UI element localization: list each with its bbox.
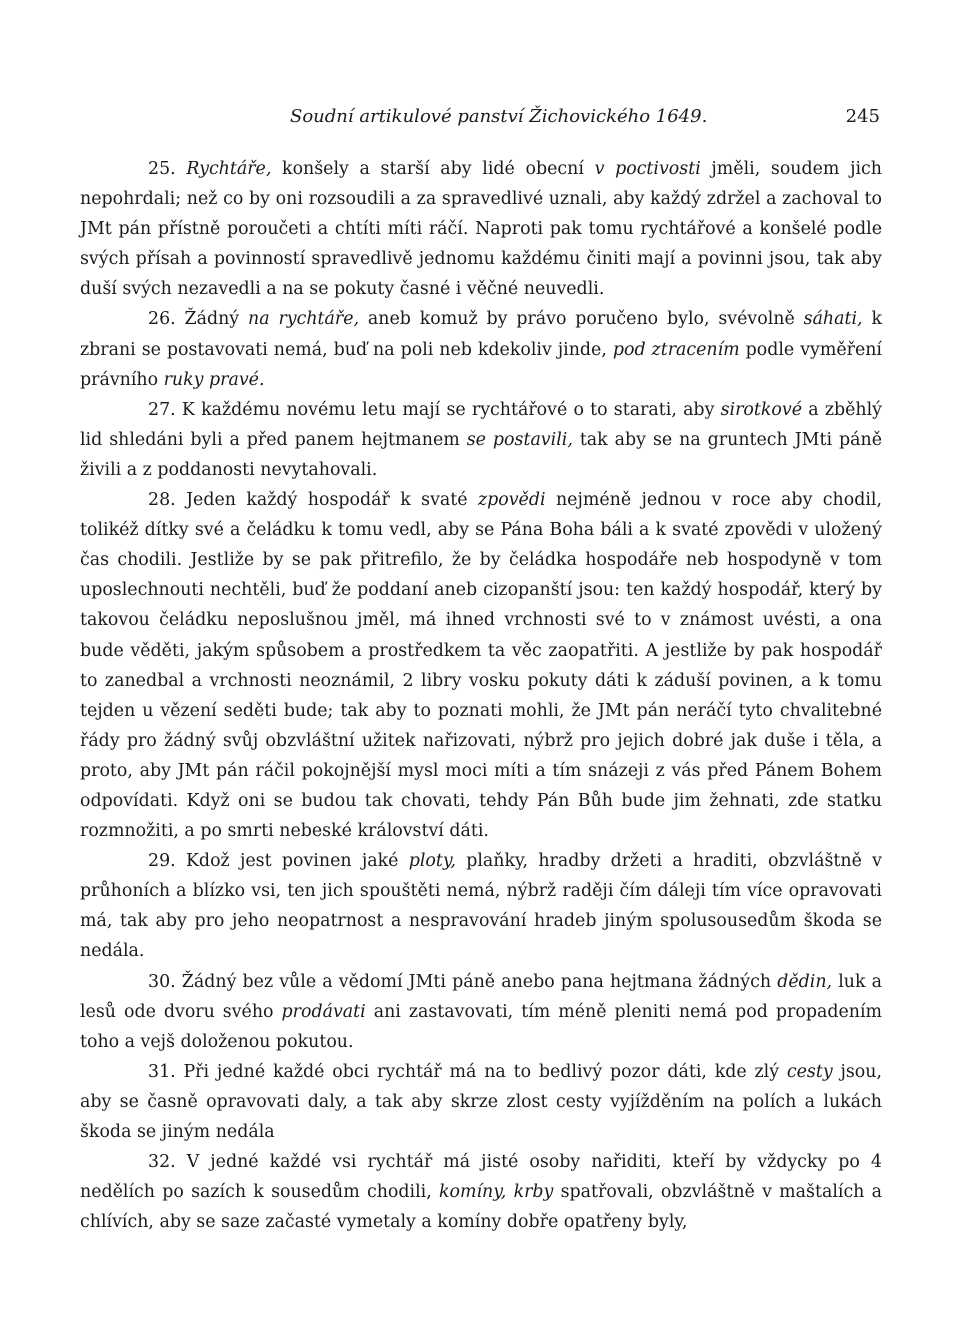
text-run: 28. Jeden každý hospodář k svaté [148,490,478,511]
article-paragraph [80,967,882,1057]
page-number: 245 [845,106,880,127]
text-run: podle vyměření právního [80,339,882,390]
text-run [506,1182,513,1202]
emphasized-text: zpovědi [477,490,546,511]
text-run: 26. Žádný [148,309,249,330]
text-run: a zběhlý lid shledáni byli a před panem hejtmanem [80,399,882,450]
emphasized-text: prodávati [281,1001,366,1022]
emphasized-text: krby [513,1182,554,1203]
emphasized-text: komíny, [438,1182,507,1203]
text-run: 25. [148,159,187,179]
article-paragraph [80,1057,882,1147]
text-run: plaňky, hradby držeti a hraditi, obzvláštně v průhoních a blízko vsi, ten jich spouštěti nemá, nýbrž raději čím dáleji tím více opravovati má, tak aby pro jeho neopatrnost a nespravování hradeb jiným spolusousedům škoda se nedála. [80,851,882,962]
emphasized-text: dědin, [777,971,833,992]
text-run: ani zastavovati, tím méně pleniti nemá pod propadením toho a vejš doloženou pokutou. [80,1001,882,1052]
text-run: nejméně jednou v roce aby chodil, tolikéž dítky své a čeládku k tomu vedl, aby se Pána Boha báli a k svaté zpovědi v uložený čas chodili. Jestliže by se pak přitrefilo, že by čeládka hospodáře neb hospodyně v tom uposlechnouti nechtěli, buď že poddaní aneb cizopanští jsou: ten každý hospodář, který by takovou čeládku neposlušnou jměl, má ihned vrchnosti své to v známost uvésti, a ona bude věděti, jakým spůsobem a prostředkem ta věc zaopatřiti. A jestliže by pak hospodář to zanedbal a vrchnosti neoznámil, 2 libry vosku pokuty dáti k záduší povinen, a k tomu tejden u vězení seděti bude; tak aby to poznati mohli, že JMt pán neráčí tyto chvalitebné řády pro žádný svůj obzvláštní užitek nařizovati, nýbrž pro jejich dobré jak duše i těla, a proto, aby JMt pán ráčil pokojnější mysl moci míti a tím snázeji z vás před Pánem Bohem odpovídati. Když oni se budou tak chovati, tehdy Pán Bůh bude jim žehnati, zde statku rozmnožiti, a po smrti nebeské království dáti. [80,490,882,842]
emphasized-text: cesty [786,1061,833,1082]
emphasized-text: se postavili, [466,429,573,450]
text-run: k zbrani se postavovati nemá, buď na poli neb kdekoliv jinde, [80,309,883,360]
text-run: tak aby se na gruntech JMti páně živili a z poddanosti nevytahovali. [80,429,882,480]
header-title: Soudní artikulové panství Žichovického 1649. [290,106,708,127]
running-header [80,104,880,134]
emphasized-text: Rychtáře, [186,159,272,179]
text-run: spatřovali, obzvláštně v maštalích a chlívích, aby se saze začasté vymetaly a komíny dobře opatřeny byly, [80,1182,882,1233]
emphasized-text: v poctivosti [594,159,701,179]
emphasized-text: pod ztracením [612,339,740,360]
emphasized-text: na rychtáře, [248,309,360,330]
text-run: 27. K každému novému letu mají se rychtářové o to starati, aby [148,399,721,420]
text-run: luk a lesů ode dvoru svého [80,971,882,1022]
article-paragraph [80,846,882,966]
article-paragraph [80,395,882,485]
text-run: aneb komuž by právo poručeno bylo, svévolně [359,309,804,330]
text-run: 30. Žádný bez vůle a vědomí JMti páně anebo pana hejtmana žádných [148,971,778,992]
emphasized-text: ploty, [408,851,456,872]
text-run: 31. Při jedné každé obci rychtář má na to bedlivý pozor dáti, kde zlý [148,1061,787,1082]
article-paragraph [80,304,882,394]
emphasized-text: sáhati, [803,309,863,330]
article-paragraph [80,1147,882,1237]
article-paragraph [80,485,882,846]
text-run: 32. V jedné každé vsi rychtář má jisté osoby nařiditi, kteří by vždycky po 4 nedělích po sazích k sousedům chodili, [80,1152,882,1203]
text-run: konšely a starší aby lidé obecní [271,159,595,179]
emphasized-text: sirotkové [720,399,803,420]
text-run: 29. Kdož jest povinen jaké [148,851,409,872]
text-run: jsou, aby se časně opravovati daly, a tak aby skrze zlost cesty vyjížděním na polích a lukách škoda se jiným nedála [80,1061,882,1142]
emphasized-text: ruky pravé. [163,369,265,390]
document-body [80,154,882,1237]
article-paragraph [80,154,882,304]
text-run: jměli, soudem jich nepohrdali; než co by oni rozsoudili a za spravedlivé uznali, aby každý zdržel a zachoval to JMt pán přístně poroučeti a chtíti míti ráčí. Naproti pak tomu rychtářové a konšelé podle svých přísah a povinností spravedlivě jednomu každému činiti mají a povinni jsou, tak aby duší svých nezavedli a na se pokuty časné i věčné neuvedli. [80,159,882,300]
